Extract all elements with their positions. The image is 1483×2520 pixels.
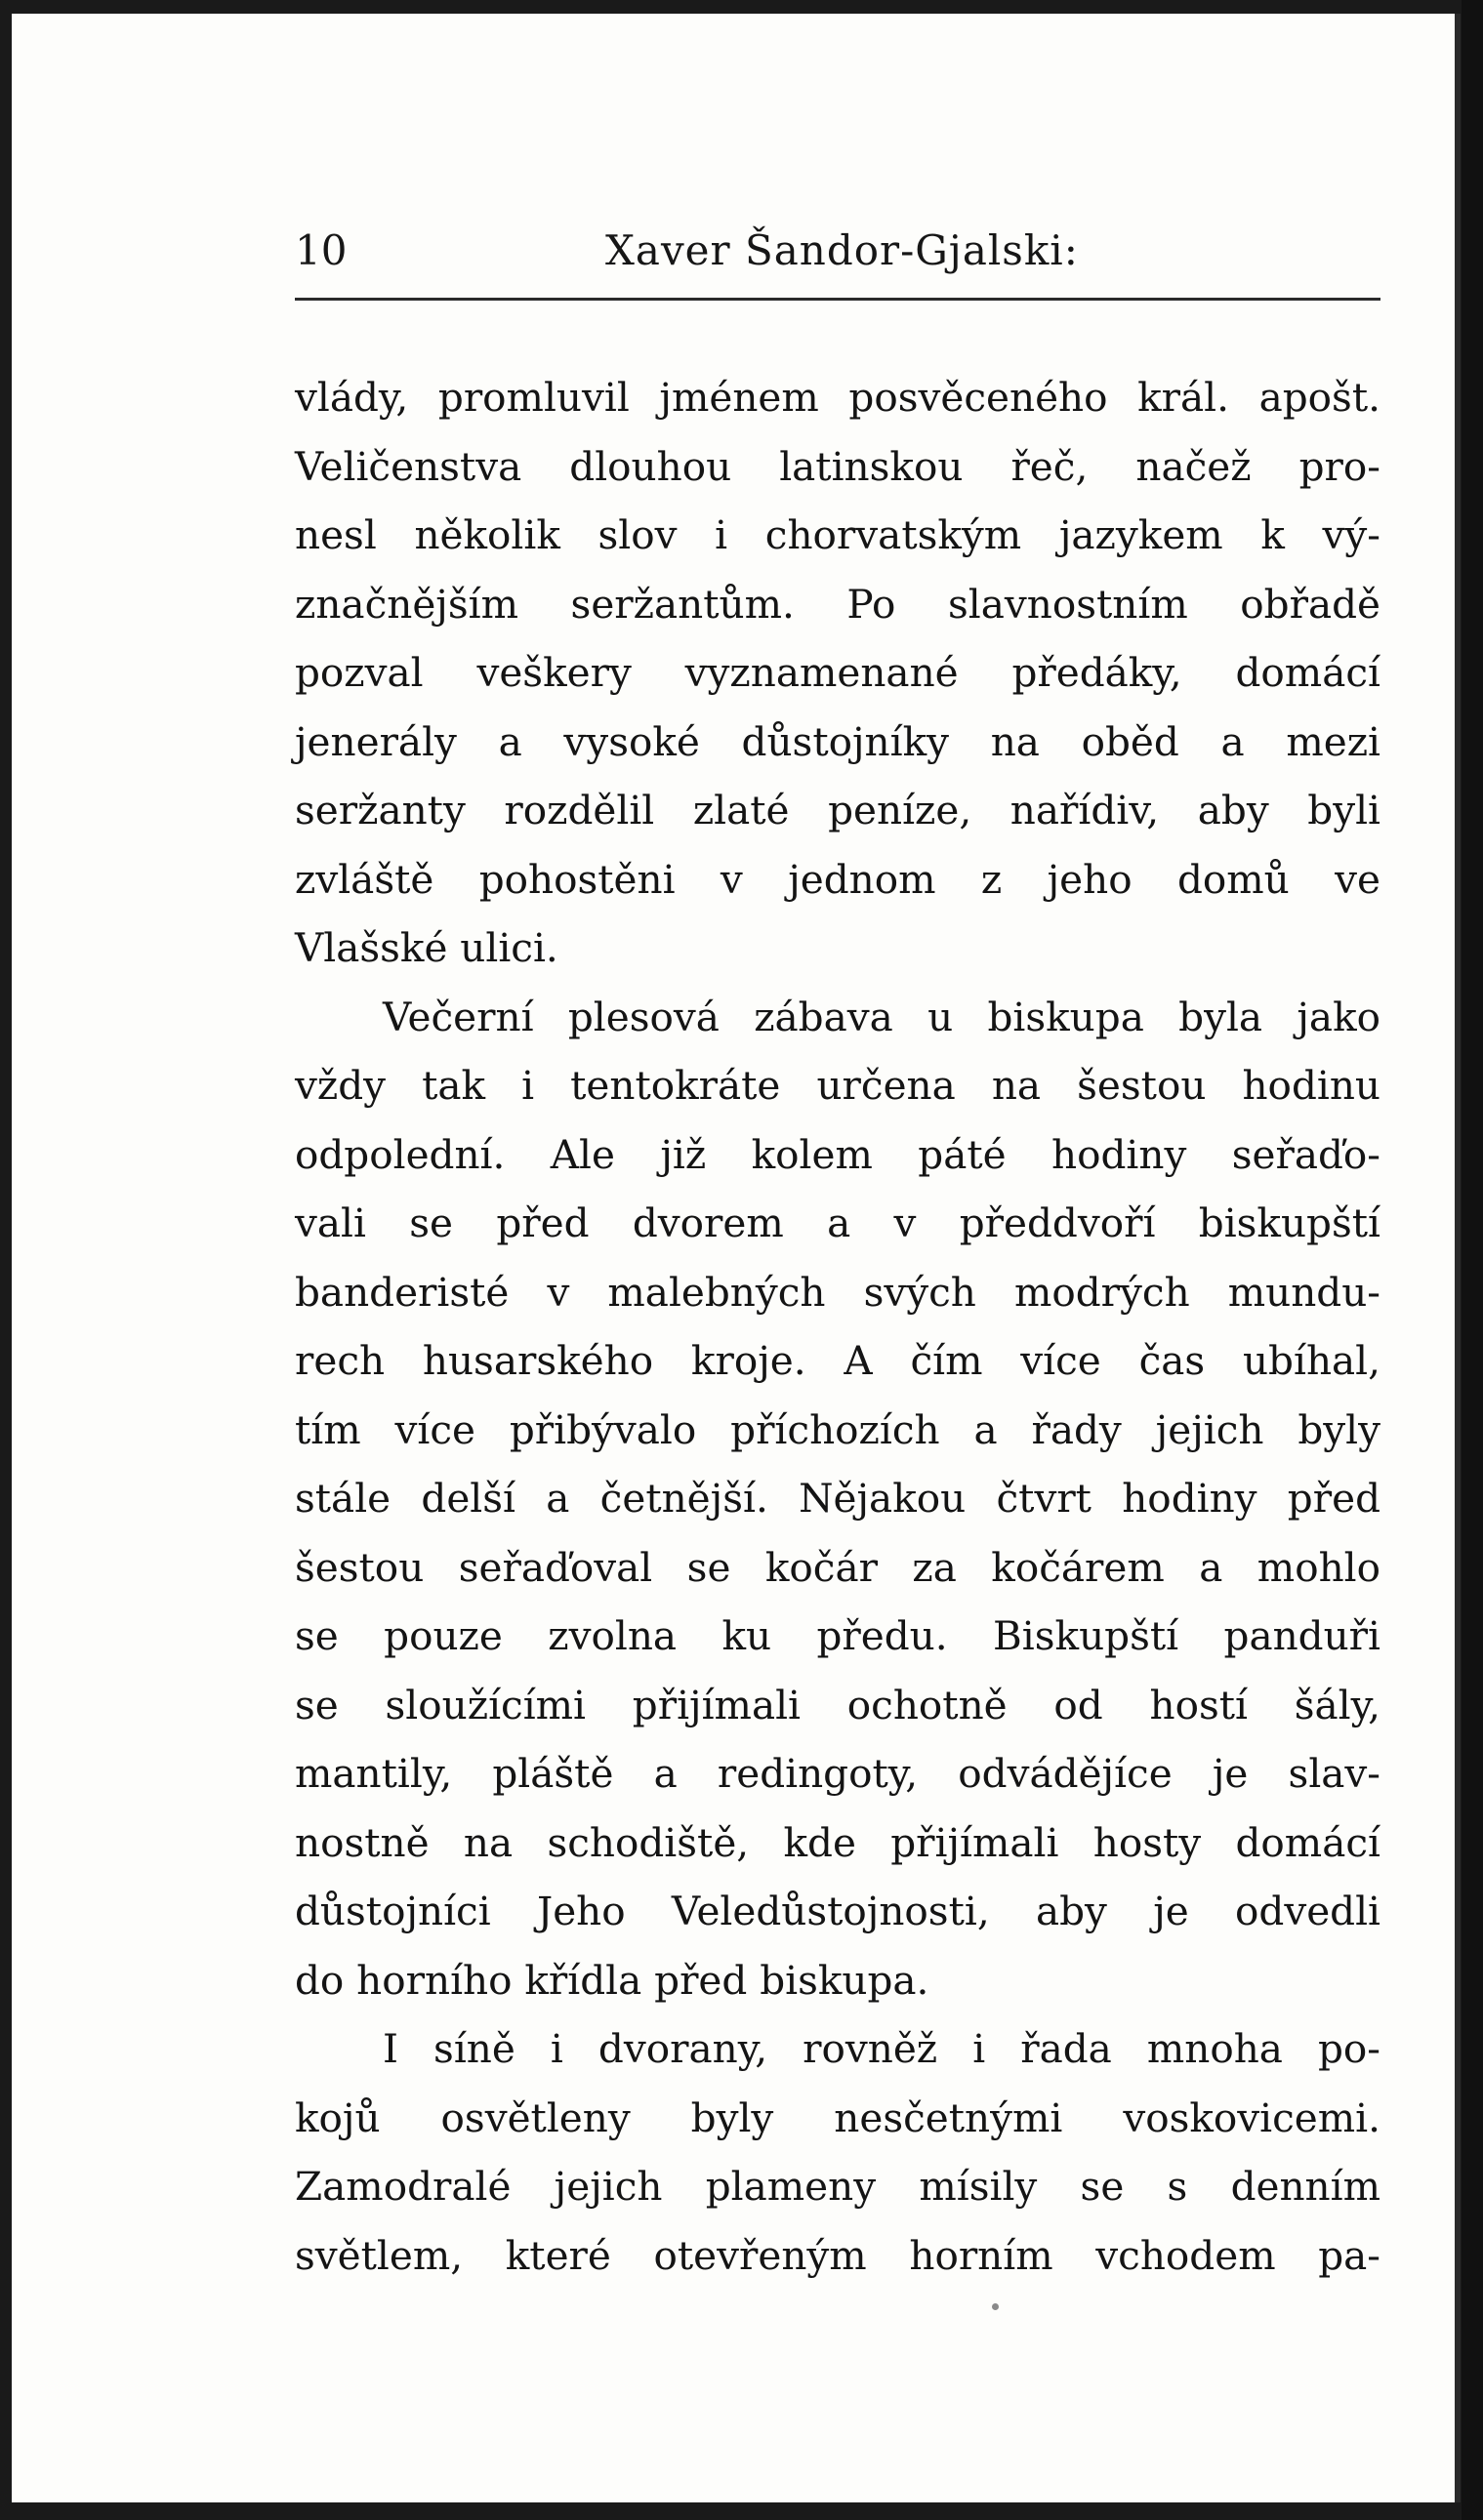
text-line: se pouze zvolna ku předu. Biskupští panduři [295, 1612, 1380, 1659]
text-line: Zamodralé jejich plameny mísily se s denním [295, 2163, 1380, 2210]
text-line: šestou seřaďoval se kočár za kočárem a mohlo [295, 1543, 1380, 1591]
text-line: pozval veškery vyznamenané předáky, domácí [295, 649, 1380, 696]
text-line: nostně na schodiště, kde přijímali hosty domácí [295, 1818, 1380, 1866]
page-header [295, 219, 1380, 297]
scan-edge [1462, 0, 1483, 2520]
text-line: seržanty rozdělil zlaté peníze, nařídiv, aby byli [295, 787, 1380, 833]
text-line: vali se před dvorem a v předdvoří biskupští [295, 1199, 1380, 1246]
book-page [12, 14, 1461, 2502]
running-head: Xaver Šandor-Gjalski: [605, 226, 1079, 274]
text-line: značnějším seržantům. Po slavnostním obřadě [295, 580, 1380, 628]
body-text [295, 363, 1380, 2290]
text-line: se sloužícími přijímali ochotně od hostí šály, [295, 1681, 1380, 1728]
text-line: do horního křídla před biskupa. [295, 1956, 929, 2004]
text-line: vlády, promluvil jménem posvěceného král. apošt. [295, 374, 1380, 421]
text-line: Vlašské ulici. [295, 924, 558, 971]
paper-speck [992, 2303, 999, 2310]
text-line: stále delší a četnější. Nějakou čtvrt hodiny před [295, 1475, 1380, 1522]
text-line: tím více přibývalo příchozích a řady jejich byly [295, 1405, 1380, 1453]
text-line: jenerály a vysoké důstojníky na oběd a mezi [295, 717, 1380, 765]
text-line: světlem, které otevřeným horním vchodem pa- [295, 2231, 1380, 2279]
text-line: odpolední. Ale již kolem páté hodiny seřaďo- [295, 1130, 1380, 1178]
text-line: Veličenstva dlouhou latinskou řeč, načež pro- [295, 442, 1380, 490]
text-line: nesl několik slov i chorvatským jazykem k vý- [295, 511, 1380, 558]
text-line: rech husarského kroje. A čím více čas ubíhal, [295, 1337, 1380, 1384]
text-line: důstojníci Jeho Veledůstojnosti, aby je odvedli [295, 1888, 1380, 1934]
text-line: mantily, pláště a redingoty, odvádějíce je slav- [295, 1750, 1380, 1797]
text-line: zvláště pohostěni v jednom z jeho domů ve [295, 855, 1380, 903]
text-line: I síně i dvorany, rovněž i řada mnoha po- [383, 2025, 1380, 2072]
text-line: Večerní plesová zábava u biskupa byla jako [383, 993, 1380, 1040]
page-number: 10 [295, 226, 348, 274]
text-line: vždy tak i tentokráte určena na šestou hodinu [295, 1062, 1380, 1109]
text-line: banderisté v malebných svých modrých mundu- [295, 1268, 1380, 1316]
text-line: kojů osvětleny byly nesčetnými voskovicemi. [295, 2093, 1380, 2141]
header-rule [295, 298, 1380, 301]
